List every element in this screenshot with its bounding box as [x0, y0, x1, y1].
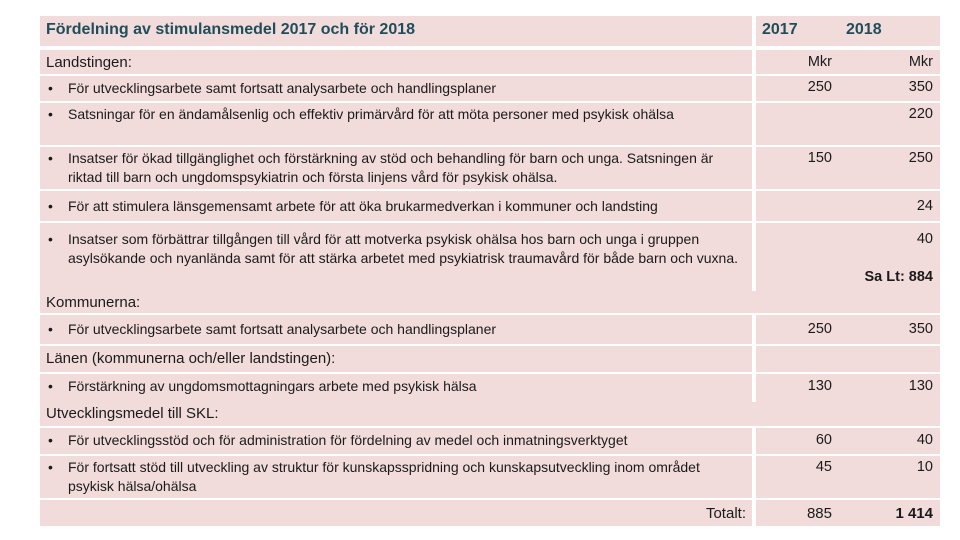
subtotal-note: Sa Lt: 884: [864, 269, 933, 285]
value-2017: 150: [807, 150, 832, 166]
section-landstingen: Landstingen:: [46, 54, 132, 71]
row-text: För att stimulera länsgemensamt arbete för att öka brukarmedverkan i kommuner och landsting: [68, 198, 658, 214]
header-years-cell: [756, 16, 940, 46]
unit-2017: Mkr: [807, 54, 832, 70]
bullet-icon: •: [48, 321, 53, 337]
section-row: [40, 291, 940, 313]
table-title: Fördelning av stimulansmedel 2017 och för 2018: [46, 21, 416, 38]
section-skl: Utvecklingsmedel till SKL:: [46, 405, 219, 422]
section-lanen: Länen (kommunerna och/eller landstingen):: [46, 350, 336, 367]
value-2018: 40: [916, 432, 933, 448]
bullet-icon: •: [48, 459, 53, 475]
bullet-icon: •: [48, 231, 53, 247]
value-2017: 250: [807, 79, 832, 95]
value-2018: 350: [908, 79, 933, 95]
row-text: Insatser för ökad tillgänglighet och förstärkning av stöd och behandling för barn och unga. Satsningen är riktad till barn och ungdomspsykiatrin och första linjens vård för psykisk ohälsa.: [68, 150, 714, 185]
row-landstingen-label: [40, 50, 752, 74]
table-row-values: [756, 428, 940, 454]
bullet-icon: •: [48, 106, 53, 122]
row-text: Satsningar för en ändamålsenlig och effektiv primärvård för att möta personer med psykisk ohälsa: [68, 106, 674, 122]
section-row-values: [756, 346, 940, 372]
row-text: För fortsatt stöd till utveckling av struktur för kunskapsspridning och kunskapsutveckling inom området psykisk hälsa/ohälsa: [68, 459, 700, 494]
row-text: Insatser som förbättrar tillgången till vård för att motverka psykisk ohälsa hos barn och unga i gruppen asylsökande och nyanlända samt för att stärka arbetet med psykiatrisk traumavård för både barn och vuxna.: [68, 231, 739, 266]
bullet-icon: •: [48, 150, 53, 166]
header-title-cell: [40, 16, 752, 46]
value-2017: 250: [807, 321, 832, 337]
value-2018: 350: [908, 321, 933, 337]
value-2018: 24: [916, 198, 933, 214]
value-2018: 130: [908, 378, 933, 394]
table-row-values: [756, 191, 940, 221]
row-text: För utvecklingsarbete samt fortsatt analysarbete och handlingsplaner: [68, 80, 497, 96]
row-text: För utvecklingsarbete samt fortsatt analysarbete och handlingsplaner: [68, 321, 497, 337]
value-2018: 10: [916, 459, 933, 475]
value-2018: 250: [908, 150, 933, 166]
value-2017: 45: [815, 459, 832, 475]
bullet-icon: •: [48, 432, 53, 448]
total-2017: 885: [806, 505, 832, 522]
value-2017: 130: [807, 378, 832, 394]
header-2017: 2017: [762, 21, 798, 38]
value-2017: 60: [815, 432, 832, 448]
value-2018: 40: [916, 231, 933, 247]
section-kommunerna: Kommunerna:: [46, 294, 141, 311]
row-text: För utvecklingsstöd och för administration för fördelning av medel och inmatningsverktyget: [68, 432, 628, 448]
total-row: [40, 500, 752, 526]
bullet-icon: •: [48, 80, 53, 96]
table-row-values: [756, 456, 940, 498]
bullet-icon: •: [48, 378, 53, 394]
header-2018: 2018: [846, 21, 882, 38]
total-2018: 1 414: [895, 505, 933, 522]
value-2018: 220: [908, 106, 933, 122]
total-label: Totalt:: [705, 505, 746, 522]
row-text: Förstärkning av ungdomsmottagningars arbete med psykisk hälsa: [68, 378, 477, 394]
unit-2018: Mkr: [908, 54, 933, 70]
bullet-icon: •: [48, 198, 53, 214]
